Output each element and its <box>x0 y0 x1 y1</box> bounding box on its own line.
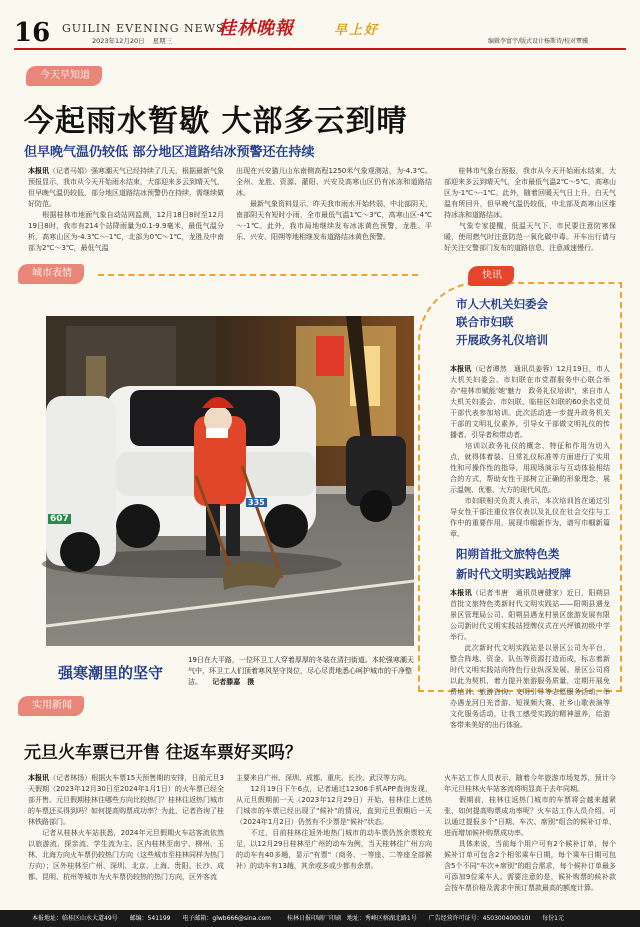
editor-credits: 编辑李富宇/版式设计杨斯诗/校对覃骥 <box>488 38 589 45</box>
street-cleaner-photo <box>46 316 414 646</box>
plate-center: 335 <box>248 498 265 507</box>
dashed-connector <box>98 274 418 276</box>
weather-kicker: 今天早知道 <box>26 66 102 86</box>
weather-column-1 <box>28 166 224 256</box>
train-column-3: 火车站工作人员表示，随着今年旅游市场复苏，预计今年元旦桂林火车站客流将明显高于去年同期。 假期前，桂林往返热门城市的车票将会越来越紧张，如何提高购票成功率呢？火车站工作人员介绍，可以通过提报多个"日期、车次、席别"组合的候补订单，进而增加候补购票成功率。 具体来说，当前每个用户可有2个候补订单，每个候补订单可包含2个相邻乘车日期，每个乘车日期可包含5个不同"车次+席别"的组合需求，每个候补订单最多可添加9位乘车人。需要注意的是，候补购票的候补款会按车票价格及需求中预订票款最高的额度计算。 <box>444 774 616 892</box>
weather-subheadline: 但早晚气温仍较低 部分地区道路结冰预警还在持续 <box>24 145 315 160</box>
footer-postcode: 邮编：541199 <box>129 915 171 922</box>
header-date-row <box>92 36 172 45</box>
weather-headline: 今起雨水暂歇 大部多云到晴 <box>24 104 408 139</box>
city-scene-tag: 城市表情 <box>18 264 84 284</box>
issue-weekday: 星期三 <box>152 37 173 45</box>
photo-title: 强寒潮里的坚守 <box>58 664 164 682</box>
story1-text: （记者谭然 通讯员姜蓉）12月19日，市人大机关妇委会、市妇联在市党群服务中心联合举办"桂林市赋能'她'魅力 政务礼仪培训"，来自市人大机关妇委会、市妇联、临桂区妇联的60余名党员干部代表参加培训。此次活动进一步提升政务机关干部的文明礼仪素养，引导女干部做文明礼仪的传播者、引导者和带动者。 培训以政务礼仪的概念、特征和作用为切入点，就得体着装、日常礼仪标准等方面进行了实用性和可操作性的指导，用现场演示与互动体验相结合的方式，帮助女性干部树立正确的形象理念，展示温婉、优雅、大方的现代风范。 市妇联相关负责人表示，本次培训旨在通过引导女性干部注重仪容仪表以及礼仪在社会交往与工作中的重要作用，展现巾帼新作为，谱写巾帼新篇章。 <box>450 365 610 538</box>
story1-lead: 本报讯 <box>450 365 472 373</box>
section-title: 早上好 <box>334 23 380 38</box>
footer-email: 电子邮箱：glwb666@sina.com <box>182 915 272 922</box>
train-lead: 本报讯 <box>28 774 50 782</box>
photo-credit: 记者滕嘉 摄 <box>212 678 255 686</box>
issue-date: 2023年12月20日 <box>92 37 145 45</box>
photo-caption-block <box>188 655 418 688</box>
story2-body <box>450 588 611 729</box>
story2-headline-line2: 新时代文明实践站授牌 <box>456 567 571 581</box>
story1-headline <box>456 295 548 349</box>
train-column-2: 主要来自广州、深圳、成都、重庆、长沙、武汉等方向。 12月19日下午6点，记者通过12306手机APP查询发现，从元旦假期前一天（2023年12月29日）开始，桂林往上述热门城市的车票已经出现了"候补"的情况，直到元旦假期后一天（2024年1月2日）仍然有不少票是"候补"状态。 不过，目前桂林往返外地热门城市的动车票仍然余票较充足，以12月29日桂林至广州的动车为例，当天桂林往广州方向的动车有40多趟，显示"有票"（商务、一等座、二等座全部候补）的动车有13趟，其余或多或少都有余票。 <box>236 774 432 870</box>
header-rule <box>14 48 626 50</box>
footer-printer-address: 地址：秀峰区榕湖北路1号 <box>346 915 417 922</box>
weather-column-3: 桂林市气象台预报，我市从今天开始雨水结束，大部迎来多云到晴天气，全市最低气温2℃～5℃，高寒山区为-1℃～-1℃。此外，随着回暖天气日上升，白天气温有所回升，但早晚气温仍较低，中北部及高寒山区维持冰冻和道路结冰。 气象专家提醒，低温天气下，市民要注意防寒保暖，使用燃气时注意防范一氧化碳中毒。开车出行请与好关注交警部门发布的道路信息，注意减速慢行。 <box>444 167 616 252</box>
story1-headline-line2: 联合市妇联 <box>456 315 514 329</box>
train-body-1: （记者林扬）根据火车票15天预售期的安排，日前元旦3天假期（2023年12月30日至2024年1月1日）的火车票已经全部开售。元旦假期桂林往哪些方向比较热门？桂林往返热门城市的车票还买得到吗？如何提高购票成功率？为此，记者咨询了桂林铁路部门。 记者从桂林火车站获悉，2024年元旦假期火车站客流依然以旅游流、探亲流、学生流为主。区内桂林至南宁、柳州、玉林、北海方向火车票仍较热门方向（这些城市至桂林同样为热门方向）；区外桂林至广州、深圳、北京、上海、贵阳、长沙、成都、昆明、杭州等城市为火车票仍较热的热门方向，区外客流 <box>28 774 224 881</box>
footer-license: 广告经营许可证号：450300400010I <box>428 915 531 922</box>
weather-lead: 本报讯 <box>28 167 49 175</box>
train-headline: 元旦火车票已开售 往返车票好买吗？ <box>24 743 302 763</box>
brief-news-tag: 快讯 <box>468 266 514 286</box>
train-tag: 实用新闻 <box>18 696 84 716</box>
plate-left: 607 <box>50 514 69 524</box>
page-number: 16 <box>14 18 51 48</box>
paper-logo: 桂林晚報 <box>218 18 294 39</box>
footer-printer: 桂林日报印刷厂印刷 <box>286 915 341 922</box>
paper-name-en: GUILIN EVENING NEWS <box>62 22 225 35</box>
story1-body <box>450 364 610 538</box>
story2-headline <box>456 544 571 584</box>
story1-headline-line1: 市人大机关妇委会 <box>456 297 548 311</box>
train-column-1 <box>28 773 224 905</box>
footer-address: 本报地址：临桂区山水大道49号 <box>32 915 118 922</box>
story1-headline-line3: 开展政务礼仪培训 <box>456 333 548 347</box>
page-header <box>0 0 640 52</box>
photo-caption: 19日在大平路，一位环卫工人穿着厚厚的冬装在清扫街道。本轮强寒潮天气中，环卫工人们顶着寒风坚守岗位，尽心尽责地悉心呵护城市的干净整洁。 <box>188 656 414 686</box>
weather-body-1: （记者马娟）强寒潮天气已经持续了几天，根据最新气象预报显示，我市从今天开始雨水结束，大部迎来多云到晴天气，但早晚气温仍较低，部分地区道路结冰预警仍在持续，需继续做好防范。 根据桂林市地面气象自动站网监测，12月18日8时至12月19日8时，我市有214个站降雨量为0.1-9.9毫米，最低气温分析，高寒山区为-4.3℃～-1℃，北部为0℃～1℃，龙胜及中南部为2℃～3℃，最低气温 <box>28 167 224 252</box>
story2-text: （记者韦唐 通讯员唐健家）近日，阳朔县首批文旅特色类新时代文明实践站——阳朔县遇龙景区管理局公司、阳朔县遇龙村景区旅游发展有限公司新时代文明实践站授牌仪式在兴坪镇初级中学举行。 此次新时代文明实践站是以景区公司为平台，整合阵地、资金、队伍等资源打造而成，标志着新时代文明实践站向特色行业纵深发展。景区公司将以此为契机，着力提升旅游服务质量，定期开展免费培训、旅游咨询、文明引导等志愿服务活动，举办遇龙河日光音游、短视频大赛、社乡山歌表演等文化服务活动，让我工感受实践的精神滋养，给游客带来美好的出行体验。 <box>450 589 611 729</box>
story2-headline-line1: 阳朔首批文旅特色类 <box>456 547 560 561</box>
story2-lead: 本报讯 <box>450 589 472 597</box>
footer-bar <box>0 910 640 927</box>
footer-price: 每份1元 <box>542 915 564 922</box>
photo-illustration <box>46 316 414 646</box>
weather-column-2: 出现在兴安猫儿山东南侧高程1250米气象观测站，为-4.3℃。全州、龙胜、资源、灌阳、兴安及高寒山区仍有冰冻和道路结冰。 最新气象资料显示，昨天我市雨水开始转弱，中北部阴天，南部阴天有短时小雨，全市最低气温1℃～3℃，高寒山区-4℃～-1℃。此外，我市局地继续发布冰冻黄色预警，龙胜、平乐、兴安、阳朔等地相继发布道路结冰黄色预警。 <box>236 167 432 241</box>
